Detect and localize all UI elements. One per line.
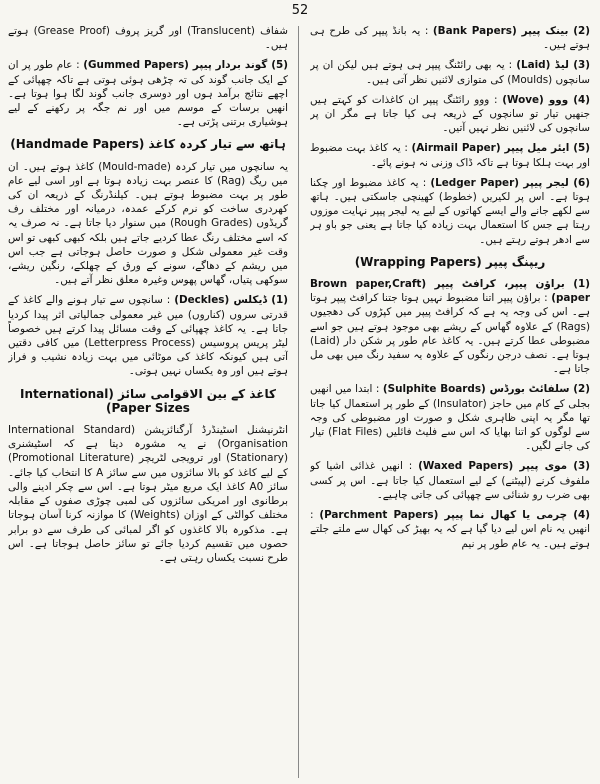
item-title: گوند بردار پیپر (Gummed Papers) xyxy=(83,59,268,72)
item-text: : سانچوں سے تیار ہونے والے کاغذ کے قدرتی سروں (کناروں) میں غیر معمولی جمالیاتی اثر پیدا کردیا جاتا ہے۔ یہ کاغذ چھپائی کے وقت مسائل پیدا کرتے ہیں خصوصاً لیٹر پریس پروسیس (Letterpress Process) میں کافی دقتیں آتی ہیں کیونکہ کاغذ کی موٹائی میں بہت زیادہ نشیب و فراز ہوتے ہیں اور وہ یکساں نہیں ہوتی۔ xyxy=(8,294,288,378)
item-title: ڈیکلس (Deckles) xyxy=(174,294,267,307)
item-title: موی پیپر (Waxed Papers) xyxy=(418,460,568,473)
item-text: : یہ کاغذ بہت مضبوط اور بہت ہلکا ہوتا ہے تاکہ ڈاک وزنی نہ ہونے پائے۔ xyxy=(310,142,590,169)
item-title: ایئر میل پیپر (Airmail Paper) xyxy=(411,142,570,155)
item-number: (2) xyxy=(568,25,590,37)
item-text: : براؤن پیپر اتنا مضبوط نہیں ہوتا جتنا کرافٹ پیپر ہوتا ہے۔ اس کی وجہ یہ ہے کہ کرافٹ پیپر میں کپڑوں کی دھجیوں (Rags) کے علاوہ گھاس کے ریشے بھی موجود ہوتے ہیں جو اسے مضبوطی عطا کرتے ہیں۔ یہ کاغذ عام طور پر شکن دار (Laid) ہوتا ہے۔ نصف درجن رنگوں کے علاوہ یہ سفید رنگ میں بھی مل جاتا ہے۔ xyxy=(310,292,590,376)
item-title: بینک پیپر (Bank Papers) xyxy=(432,25,569,37)
item-title: لیڈ (Laid) xyxy=(516,59,569,72)
item-text: : انھیں غذائی اشیا کو ملفوف کرنے (لپیٹنے) کے لیے استعمال کیا جاتا ہے۔ اس پر کسی بھی ضرب رو شنائی سے چھپائی کی جاتی چاہیے۔ xyxy=(310,460,590,501)
list-item xyxy=(310,93,590,136)
item-title: براؤن پیپر، کرافٹ پیپر (Brown paper,Craft paper) xyxy=(310,278,590,305)
item-title: لیجر پیپر (Ledger Paper) xyxy=(430,176,569,189)
item-number: (4) xyxy=(568,93,590,106)
item-title: ووو (Wove) xyxy=(502,93,569,106)
item-text: : یہ کاغذ مضبوط اور چکنا ہوتا ہے۔ اس پر لکیریں (خطوط) کھینچی جاسکتی ہیں۔ ہاتھ سے لکھے جانے والے ایسے کھاتوں کے لیے یہ لیجر پیپر نہایت موزوں رہتا ہے جس کا استعمال بہت زیادہ کیا جاتا ہے یعنی جو باو ہر سے ادھر ہوتے رہتے ہیں۔ xyxy=(310,176,590,246)
paragraph: انٹرنیشنل اسٹینڈرڈ آرگنائزیشن (International Standard Organisation) نے یہ مشورہ دیتا ہے کہ اسٹیشنری (Stationary) اور ترویجی لٹریچر (Promotional Literature) کے لیے کاغذ کو بالا سائزوں میں سے سائز A کا انتخاب کیا جائے۔ سائز A0 کاغذ ایک مربع میٹر ہوتا ہے۔ اس سے چکر ادینے والی برطانوی اور امریکی سائزوں کی لمبی چوڑی صفوں کے مقابلہ مختلف کوالٹی کے اوزان (Weights) کا موازنہ کرنا آسان ہوجاتا ہے۔ مذکورہ بالا کاغذوں کو اگر لمبائی کی طرف سے دو برابر حصوں میں تقسیم کردیا جائے تو سائز حاصل ہوجاتا ہے۔ اس طرح نسبت یکساں رہتی ہے۔ xyxy=(8,424,288,564)
item-number: (4) xyxy=(567,509,590,522)
item-text: : ابتدا میں انھیں بجلی کے کام میں حاجز (Insulator) کے طور پر استعمال کیا جاتا تھا مگر یہ اپنی ظاہری شکل و صورت اور مضبوطی کی وجہ سے لوگوں کو اتنا بھایا کہ اس سے فلیٹ فائلیں (Flat Files) تیار کی جانے لگیں۔ xyxy=(310,383,590,453)
paragraph: شفاف (Translucent) اور گریز پروف (Grease Proof) ہوتے ہیں۔ xyxy=(8,25,288,52)
list-item xyxy=(310,277,590,376)
section-heading: ہاتھ سے تیار کردہ کاغذ (Handmade Papers) xyxy=(10,137,286,152)
item-title: سلفائٹ بورڈس (Sulphite Boards) xyxy=(382,383,570,396)
list-item xyxy=(310,382,590,453)
list-item xyxy=(310,176,590,247)
list-item xyxy=(310,24,590,52)
list-item xyxy=(8,293,288,378)
item-number: (2) xyxy=(569,383,590,396)
column-divider xyxy=(298,26,299,778)
item-number: (1) xyxy=(267,294,288,307)
list-item xyxy=(310,508,590,551)
list-item xyxy=(310,459,590,502)
list-item xyxy=(8,58,288,129)
section-heading: ریپنگ پیپر (Wrapping Papers) xyxy=(354,254,546,269)
item-number: (6) xyxy=(568,176,590,189)
item-number: (5) xyxy=(569,142,590,155)
item-text: : عام طور پر ان کے ایک جانب گوند کی تہ چڑھی ہوئی ہوتی ہے تاکہ چھپائی کے اچھے نتائج برآمد ہوں اور دوسری جانب گوند لگا ہوا ہوتا ہے۔ انھیں برسات کے موسم میں اور نم جگہ پر رکھنے کے لیے ہوشیاری برتنی پڑتی ہے۔ xyxy=(8,59,288,129)
item-text: : ووو رائٹنگ پیپر ان کاغذات کو کہتے ہیں جنھیں تیار تو سانچوں کے ذریعہ ہی کیا جاتا ہے مگر ان پر سانچوں کی لائنیں نظر نہیں آتیں۔ xyxy=(310,93,590,135)
item-number: (3) xyxy=(568,59,590,72)
list-item xyxy=(310,58,590,86)
page-number: 52 xyxy=(291,3,309,18)
item-number: (5) xyxy=(267,59,288,72)
item-number: (1) xyxy=(564,278,590,291)
item-text: : یہ بانڈ پیپر کی طرح ہی ہوتے ہیں۔ xyxy=(310,25,590,52)
item-text: : انھیں یہ نام اس لیے دیا گیا ہے کہ یہ بھیڑ کی کھال سے ملتے جلتے ہوتے ہیں۔ یہ عام طور پر نیم xyxy=(310,509,590,550)
list-item xyxy=(310,141,590,169)
paragraph: یہ سانچوں میں تیار کردہ (Mould-made) کاغذ ہوتے ہیں۔ ان میں ریگ (Rag) کا عنصر بہت زیادہ ہوتا ہے اور اسی لیے عام طور پر بہت مضبوط ہوتے ہیں۔ کیلنڈرنگ کے ذریعہ ان کی کھردری ساخت کو نرم کرکے عمدہ، درمیانہ اور مختلف رف گریڈوں (Rough Grades) میں سنوار دیا جاتا ہے۔ نہ صرف یہ کہ اسے مختلف رنگ عطا کردیے جاتے ہیں بلکہ کبھی کبھی تو اس وقت غیر معمولی شکل و صورت حاصل ہوجاتی ہے جب اس میں ریشم کے دھاگے، سونے کے ورق کے چھلکے، رنگین ریشے، سوکھی پتیاں، گھاس پھوس وغیرہ معلق نظر آتے ہیں۔ xyxy=(8,160,288,287)
item-title: چرمی یا کھال نما پیپر (Parchment Papers) xyxy=(319,509,568,522)
item-number: (3) xyxy=(567,460,590,473)
right-column xyxy=(310,24,590,780)
item-text: : یہ بھی رائٹنگ پیپر ہی ہوتے ہیں لیکن ان پر سانچوں (Moulds) کی متوازی لائنیں نظر آتی ہیں۔ xyxy=(310,59,590,86)
left-column xyxy=(8,24,288,780)
section-heading: کاغذ کے بین الاقوامی سائز (International Paper Sizes) xyxy=(20,386,276,415)
